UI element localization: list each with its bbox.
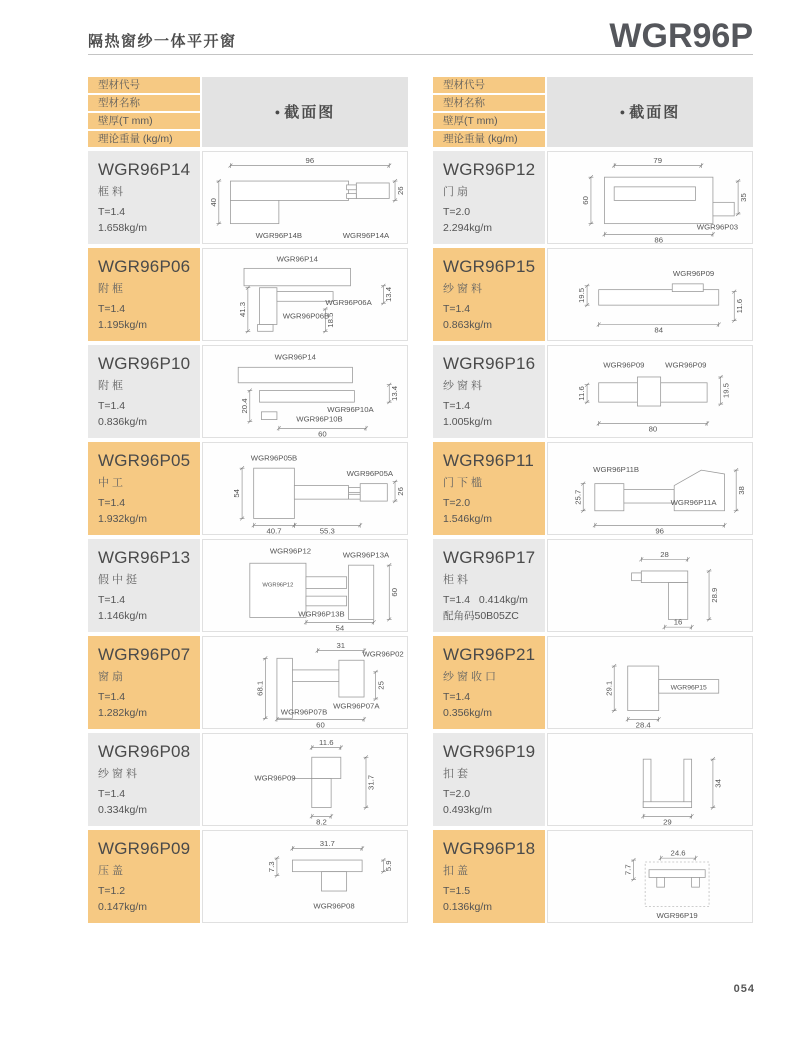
profile-spec bbox=[98, 205, 196, 235]
svg-text:26: 26 bbox=[395, 186, 405, 195]
svg-text:28: 28 bbox=[660, 549, 669, 559]
section-drawing bbox=[548, 152, 752, 243]
svg-text:31.7: 31.7 bbox=[319, 838, 335, 848]
section-drawing bbox=[203, 249, 407, 340]
svg-text:54: 54 bbox=[335, 623, 345, 631]
profile-thickness: T=1.4 bbox=[98, 788, 126, 801]
header-cell-section bbox=[202, 77, 408, 147]
svg-text:54: 54 bbox=[232, 488, 242, 498]
profile-info-cell bbox=[433, 539, 545, 632]
svg-text:96: 96 bbox=[655, 526, 664, 534]
header-label-cells bbox=[88, 77, 200, 147]
header-cell-wall-thickness: 壁厚(T mm) bbox=[433, 113, 545, 129]
section-diagram-cell bbox=[547, 248, 753, 341]
profile-thickness: T=2.0 bbox=[443, 497, 471, 510]
profile-row bbox=[433, 733, 753, 826]
profile-name: 窗扇 bbox=[98, 670, 126, 683]
svg-text:29.1: 29.1 bbox=[604, 680, 614, 696]
svg-text:79: 79 bbox=[653, 156, 663, 166]
left-rows bbox=[88, 151, 408, 923]
profile-weight: 1.282kg/m bbox=[98, 706, 148, 719]
profile-thickness: T=1.5 bbox=[443, 885, 471, 898]
svg-text:7.3: 7.3 bbox=[267, 861, 277, 873]
svg-text:80: 80 bbox=[648, 424, 658, 434]
svg-text:29: 29 bbox=[663, 817, 672, 825]
section-diagram-cell bbox=[547, 151, 753, 244]
profile-spec bbox=[443, 884, 541, 914]
header-label-cells bbox=[433, 77, 545, 147]
profile-thickness: T=1.4 bbox=[443, 400, 471, 413]
section-diagram-cell bbox=[547, 830, 753, 923]
part-label: WGR96P03 bbox=[696, 222, 739, 232]
profile-code: WGR96P19 bbox=[443, 741, 536, 761]
profile-name: 纱窗料 bbox=[443, 379, 485, 392]
profile-name: 门下槛 bbox=[443, 476, 485, 489]
profile-thickness: T=1.4 0.414kg/m bbox=[443, 594, 528, 607]
profile-spec bbox=[443, 205, 541, 235]
profile-code: WGR96P21 bbox=[443, 644, 536, 664]
part-label: WGR96P05B bbox=[250, 453, 298, 463]
part-label: WGR96P11A bbox=[670, 497, 717, 507]
profile-code: WGR96P18 bbox=[443, 838, 536, 858]
part-label: WGR96P19 bbox=[656, 911, 698, 921]
part-label: WGR96P15 bbox=[670, 684, 707, 692]
part-label: WGR96P12 bbox=[262, 582, 294, 589]
part-label: WGR96P08 bbox=[313, 901, 355, 911]
profile-code: WGR96P08 bbox=[98, 741, 191, 761]
part-label: WGR96P09 bbox=[603, 360, 645, 370]
part-label: WGR96P06A bbox=[325, 298, 372, 308]
section-diagram-cell bbox=[202, 345, 408, 438]
table-header bbox=[433, 77, 753, 147]
header-cell-section bbox=[547, 77, 753, 147]
profile-table bbox=[88, 77, 753, 927]
header-cell-profile-code: 型材代号 bbox=[88, 77, 200, 93]
profile-weight: 1.146kg/m bbox=[98, 609, 148, 622]
svg-text:26: 26 bbox=[395, 486, 405, 496]
part-label: WGR96P10B bbox=[296, 414, 343, 424]
profile-thickness: T=1.4 bbox=[98, 594, 126, 607]
header-cell-profile-name: 型材名称 bbox=[88, 95, 200, 111]
svg-text:68.1: 68.1 bbox=[255, 680, 265, 696]
svg-text:24.6: 24.6 bbox=[670, 848, 686, 858]
profile-thickness: T=1.4 bbox=[98, 400, 126, 413]
catalog-page bbox=[88, 0, 753, 927]
section-drawing bbox=[548, 540, 752, 631]
table-header bbox=[88, 77, 408, 147]
section-drawing bbox=[203, 831, 407, 922]
header-cell-weight: 理论重量 (kg/m) bbox=[433, 131, 545, 147]
profile-weight: 0.836kg/m bbox=[98, 415, 148, 428]
profile-info-cell bbox=[88, 733, 200, 826]
profile-thickness: T=2.0 bbox=[443, 788, 471, 801]
svg-text:31.7: 31.7 bbox=[366, 774, 376, 790]
profile-weight: 0.136kg/m bbox=[443, 900, 493, 913]
profile-name: 假中挺 bbox=[98, 573, 140, 586]
section-drawing bbox=[203, 637, 407, 728]
part-label: WGR96P11B bbox=[593, 464, 640, 474]
profile-name: 纱窗料 bbox=[443, 282, 485, 295]
profile-spec bbox=[98, 884, 196, 914]
profile-weight: 2.294kg/m bbox=[443, 221, 493, 234]
part-label: WGR96P09 bbox=[665, 360, 707, 370]
profile-row bbox=[88, 248, 408, 341]
profile-spec bbox=[443, 690, 541, 720]
profile-row bbox=[433, 830, 753, 923]
profile-code: WGR96P13 bbox=[98, 547, 191, 567]
profile-row bbox=[88, 830, 408, 923]
profile-thickness: T=1.4 bbox=[98, 497, 126, 510]
bullet-icon: ● bbox=[274, 106, 281, 117]
profile-thickness: T=2.0 bbox=[443, 206, 471, 219]
section-diagram-cell bbox=[547, 733, 753, 826]
profile-weight: 0.147kg/m bbox=[98, 900, 148, 913]
svg-text:11.6: 11.6 bbox=[734, 298, 744, 314]
profile-info-cell bbox=[433, 442, 545, 535]
profile-info-cell bbox=[433, 636, 545, 729]
svg-text:18.5: 18.5 bbox=[326, 312, 336, 328]
profile-weight: 1.195kg/m bbox=[98, 318, 148, 331]
header-cell-wall-thickness: 壁厚(T mm) bbox=[88, 113, 200, 129]
profile-name: 柜料 bbox=[443, 573, 471, 586]
part-label: WGR96P02 bbox=[362, 649, 404, 659]
part-label: WGR96P14 bbox=[276, 254, 318, 264]
right-column bbox=[433, 77, 753, 927]
section-diagram-cell bbox=[547, 636, 753, 729]
svg-text:25: 25 bbox=[376, 680, 386, 690]
profile-spec bbox=[98, 787, 196, 817]
profile-thickness: T=1.2 bbox=[98, 885, 126, 898]
page-header bbox=[88, 0, 753, 55]
profile-name: 纱窗料 bbox=[98, 767, 140, 780]
header-cell-profile-code: 型材代号 bbox=[433, 77, 545, 93]
part-label: WGR96P10A bbox=[327, 404, 374, 414]
profile-spec bbox=[98, 496, 196, 526]
part-label: WGR96P07A bbox=[333, 701, 380, 711]
part-label: WGR96P06B bbox=[282, 311, 330, 321]
svg-text:35: 35 bbox=[738, 193, 748, 202]
profile-weight: 0.493kg/m bbox=[443, 803, 493, 816]
svg-text:60: 60 bbox=[316, 720, 325, 728]
section-diagram-cell bbox=[202, 830, 408, 923]
profile-row bbox=[433, 539, 753, 632]
section-drawing bbox=[548, 734, 752, 825]
svg-text:60: 60 bbox=[318, 429, 327, 437]
section-diagram-cell bbox=[547, 442, 753, 535]
profile-weight: 0.863kg/m bbox=[443, 318, 493, 331]
section-header-label: 截面图 bbox=[629, 104, 681, 122]
profile-row bbox=[433, 442, 753, 535]
section-diagram-cell bbox=[547, 345, 753, 438]
profile-name: 扣套 bbox=[443, 767, 471, 780]
profile-spec bbox=[443, 787, 541, 817]
profile-row bbox=[433, 248, 753, 341]
profile-name: 门扇 bbox=[443, 185, 471, 198]
profile-code: WGR96P15 bbox=[443, 256, 536, 276]
page-number: 054 bbox=[733, 983, 755, 995]
profile-row bbox=[88, 345, 408, 438]
profile-weight: 1.658kg/m bbox=[98, 221, 148, 234]
profile-row bbox=[433, 151, 753, 244]
profile-weight: 1.005kg/m bbox=[443, 415, 493, 428]
section-diagram-cell bbox=[202, 442, 408, 535]
part-label: WGR96P07B bbox=[280, 707, 328, 717]
svg-text:40.7: 40.7 bbox=[266, 526, 282, 534]
svg-text:8.2: 8.2 bbox=[316, 817, 327, 825]
svg-text:41.3: 41.3 bbox=[237, 301, 247, 317]
profile-info-cell bbox=[433, 345, 545, 438]
profile-code: WGR96P05 bbox=[98, 450, 191, 470]
profile-row bbox=[88, 442, 408, 535]
part-label: WGR96P05A bbox=[346, 468, 394, 478]
profile-thickness: T=1.4 bbox=[443, 303, 471, 316]
profile-name: 扣盖 bbox=[443, 864, 471, 877]
svg-text:13.4: 13.4 bbox=[384, 286, 394, 302]
profile-code: WGR96P17 bbox=[443, 547, 536, 567]
profile-thickness: T=1.4 bbox=[443, 691, 471, 704]
profile-row bbox=[88, 733, 408, 826]
section-drawing bbox=[548, 249, 752, 340]
profile-code: WGR96P09 bbox=[98, 838, 191, 858]
profile-name: 附框 bbox=[98, 282, 126, 295]
svg-text:96: 96 bbox=[305, 156, 315, 166]
section-diagram-cell bbox=[547, 539, 753, 632]
profile-info-cell bbox=[433, 830, 545, 923]
svg-text:11.6: 11.6 bbox=[577, 386, 587, 401]
section-header-label: 截面图 bbox=[284, 104, 336, 122]
part-label: WGR96P09 bbox=[254, 773, 296, 783]
svg-text:16: 16 bbox=[673, 617, 683, 627]
svg-text:60: 60 bbox=[389, 587, 399, 597]
profile-info-cell bbox=[433, 733, 545, 826]
bullet-icon: ● bbox=[619, 106, 626, 117]
section-drawing bbox=[203, 443, 407, 534]
profile-code: WGR96P12 bbox=[443, 159, 536, 179]
profile-name: 中工 bbox=[98, 476, 126, 489]
part-label: WGR96P12 bbox=[269, 546, 312, 556]
profile-code: WGR96P14 bbox=[98, 159, 191, 179]
profile-info-cell bbox=[88, 539, 200, 632]
section-diagram-cell bbox=[202, 636, 408, 729]
profile-weight: 0.356kg/m bbox=[443, 706, 493, 719]
profile-code: WGR96P07 bbox=[98, 644, 191, 664]
profile-spec bbox=[443, 302, 541, 332]
profile-info-cell bbox=[88, 345, 200, 438]
profile-info-cell bbox=[88, 636, 200, 729]
profile-spec bbox=[98, 302, 196, 332]
svg-text:19.5: 19.5 bbox=[721, 382, 731, 398]
section-drawing bbox=[548, 637, 752, 728]
section-drawing bbox=[203, 734, 407, 825]
profile-thickness: T=1.4 bbox=[98, 206, 126, 219]
section-drawing bbox=[548, 346, 752, 437]
profile-info-cell bbox=[88, 151, 200, 244]
profile-info-cell bbox=[433, 151, 545, 244]
profile-spec bbox=[443, 593, 541, 623]
svg-text:20.4: 20.4 bbox=[239, 398, 249, 414]
series-code: WGR96P bbox=[609, 17, 753, 55]
profile-row bbox=[88, 539, 408, 632]
profile-spec bbox=[443, 496, 541, 526]
part-label: WGR96P09 bbox=[672, 268, 715, 278]
profile-info-cell bbox=[88, 442, 200, 535]
profile-code: WGR96P10 bbox=[98, 353, 191, 373]
svg-text:19.5: 19.5 bbox=[577, 287, 587, 303]
profile-row bbox=[433, 345, 753, 438]
profile-name: 框料 bbox=[98, 185, 126, 198]
svg-text:28.4: 28.4 bbox=[635, 720, 651, 728]
profile-code: WGR96P16 bbox=[443, 353, 536, 373]
profile-thickness: T=1.4 bbox=[98, 303, 126, 316]
svg-text:25.7: 25.7 bbox=[573, 489, 583, 505]
section-drawing bbox=[548, 831, 752, 922]
svg-text:28.9: 28.9 bbox=[709, 587, 719, 603]
profile-code: WGR96P11 bbox=[443, 450, 535, 470]
svg-text:13.4: 13.4 bbox=[389, 385, 399, 401]
section-drawing bbox=[548, 443, 752, 534]
profile-spec bbox=[98, 593, 196, 623]
svg-text:11.6: 11.6 bbox=[319, 738, 334, 748]
part-label: WGR96P14 bbox=[274, 352, 316, 362]
svg-text:86: 86 bbox=[654, 235, 664, 243]
section-drawing bbox=[203, 346, 407, 437]
left-column bbox=[88, 77, 408, 927]
svg-text:38: 38 bbox=[736, 486, 746, 495]
part-label: WGR96P14B bbox=[255, 231, 303, 241]
section-diagram-cell bbox=[202, 248, 408, 341]
profile-info-cell bbox=[88, 830, 200, 923]
profile-name: 压盖 bbox=[98, 864, 126, 877]
svg-text:84: 84 bbox=[654, 325, 664, 335]
profile-name: 附框 bbox=[98, 379, 126, 392]
part-label: WGR96P13B bbox=[298, 609, 345, 619]
svg-text:5.9: 5.9 bbox=[384, 860, 394, 872]
section-drawing bbox=[203, 152, 407, 243]
part-label: WGR96P13A bbox=[342, 550, 390, 560]
profile-spec bbox=[98, 399, 196, 429]
profile-row bbox=[88, 636, 408, 729]
svg-text:31: 31 bbox=[336, 641, 346, 651]
header-cell-weight: 理论重量 (kg/m) bbox=[88, 131, 200, 147]
profile-weight: 1.932kg/m bbox=[98, 512, 148, 525]
profile-info-cell bbox=[433, 248, 545, 341]
section-diagram-cell bbox=[202, 733, 408, 826]
part-label: WGR96P14A bbox=[342, 231, 390, 241]
svg-text:55.3: 55.3 bbox=[319, 526, 335, 534]
profile-spec bbox=[443, 399, 541, 429]
profile-weight: 1.546kg/m bbox=[443, 512, 493, 525]
svg-text:40: 40 bbox=[208, 197, 218, 207]
svg-text:7.7: 7.7 bbox=[623, 864, 633, 875]
header-cell-profile-name: 型材名称 bbox=[433, 95, 545, 111]
profile-code: WGR96P06 bbox=[98, 256, 191, 276]
profile-row bbox=[88, 151, 408, 244]
profile-weight: 配角码50B05ZC bbox=[443, 609, 519, 622]
section-diagram-cell bbox=[202, 151, 408, 244]
section-diagram-cell bbox=[202, 539, 408, 632]
svg-text:34: 34 bbox=[713, 778, 723, 788]
profile-info-cell bbox=[88, 248, 200, 341]
profile-name: 纱窗收口 bbox=[443, 670, 499, 683]
profile-row bbox=[433, 636, 753, 729]
profile-weight: 0.334kg/m bbox=[98, 803, 148, 816]
right-rows bbox=[433, 151, 753, 923]
profile-thickness: T=1.4 bbox=[98, 691, 126, 704]
profile-spec bbox=[98, 690, 196, 720]
page-title: 隔热窗纱一体平开窗 bbox=[88, 32, 237, 50]
svg-text:60: 60 bbox=[581, 195, 591, 205]
section-drawing bbox=[203, 540, 407, 631]
